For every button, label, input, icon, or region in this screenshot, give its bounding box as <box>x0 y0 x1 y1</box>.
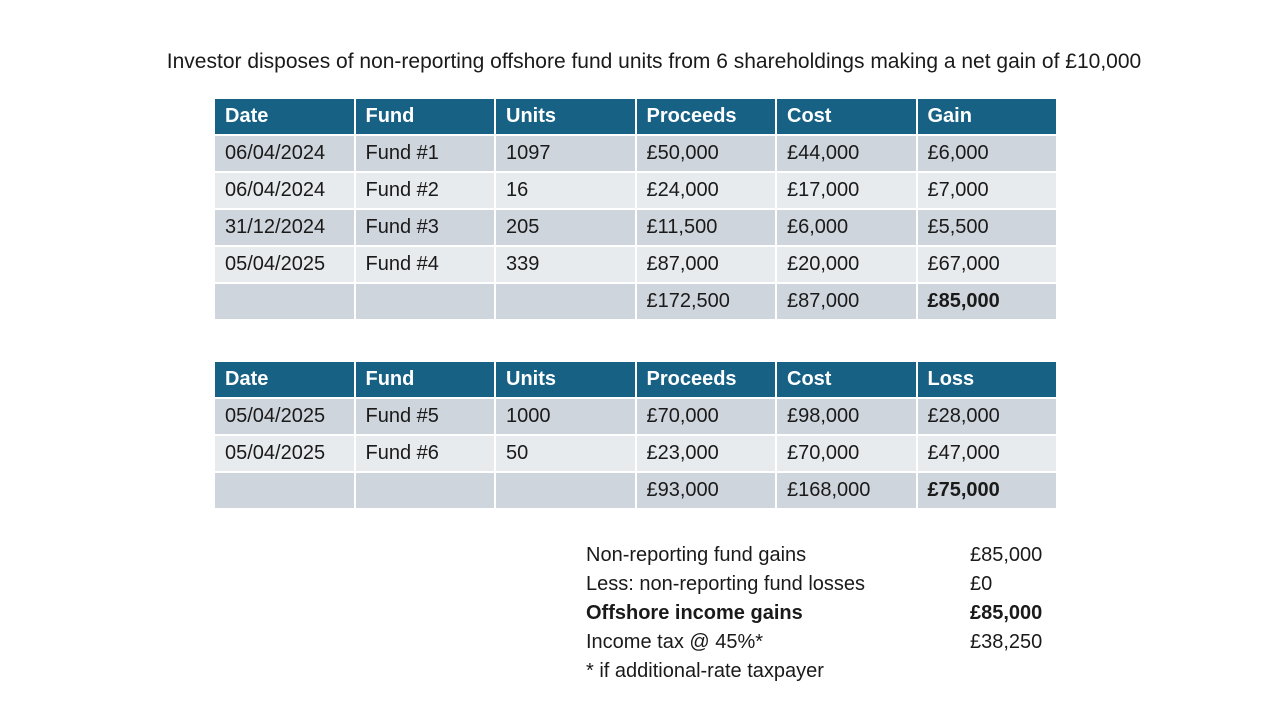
losses-total-cell <box>214 472 355 509</box>
gains-cell: Fund #4 <box>355 246 496 283</box>
losses-header-proceeds: Proceeds <box>636 361 777 398</box>
gains-table <box>213 97 1058 321</box>
gains-cell: 1097 <box>495 135 636 172</box>
summary-row-gains <box>586 541 1060 570</box>
losses-total-cell <box>355 472 496 509</box>
table-row <box>214 246 1057 283</box>
gains-cell: £6,000 <box>917 135 1058 172</box>
gains-cell: £87,000 <box>636 246 777 283</box>
losses-cell: Fund #5 <box>355 398 496 435</box>
losses-header-fund: Fund <box>355 361 496 398</box>
losses-cell: £70,000 <box>636 398 777 435</box>
gains-header-gain: Gain <box>917 98 1058 135</box>
gains-cell: 205 <box>495 209 636 246</box>
gains-cell: £5,500 <box>917 209 1058 246</box>
losses-cell: £28,000 <box>917 398 1058 435</box>
losses-cell: Fund #6 <box>355 435 496 472</box>
losses-total-loss: £75,000 <box>917 472 1058 509</box>
gains-cell: £11,500 <box>636 209 777 246</box>
gains-cell: £20,000 <box>776 246 917 283</box>
gains-cell: 31/12/2024 <box>214 209 355 246</box>
summary-value: £38,250 <box>970 631 1043 653</box>
losses-cell: 50 <box>495 435 636 472</box>
losses-cell: £47,000 <box>917 435 1058 472</box>
summary-value: £85,000 <box>970 602 1043 624</box>
gains-total-cell <box>214 283 355 320</box>
gains-cell: 16 <box>495 172 636 209</box>
losses-cell: £23,000 <box>636 435 777 472</box>
gains-header-cost: Cost <box>776 98 917 135</box>
summary-value: £85,000 <box>970 544 1043 566</box>
table-row <box>214 398 1057 435</box>
summary-label: Income tax @ 45%* <box>586 631 764 653</box>
table-row <box>214 435 1057 472</box>
summary-label: Non-reporting fund gains <box>586 544 807 566</box>
gains-cell: £50,000 <box>636 135 777 172</box>
losses-header-units: Units <box>495 361 636 398</box>
gains-cell: 05/04/2025 <box>214 246 355 283</box>
losses-total-cell <box>495 472 636 509</box>
losses-header-date: Date <box>214 361 355 398</box>
tax-summary <box>586 541 1060 686</box>
gains-cell: 339 <box>495 246 636 283</box>
gains-total-gain: £85,000 <box>917 283 1058 320</box>
gains-total-cell <box>355 283 496 320</box>
losses-cell: 05/04/2025 <box>214 435 355 472</box>
summary-row-losses <box>586 570 1060 599</box>
losses-table <box>213 360 1058 510</box>
gains-cell: £6,000 <box>776 209 917 246</box>
gains-cell: Fund #2 <box>355 172 496 209</box>
losses-header-row <box>214 361 1057 398</box>
gains-header-units: Units <box>495 98 636 135</box>
losses-cell: 1000 <box>495 398 636 435</box>
summary-footnote <box>586 657 1060 686</box>
gains-cell: £67,000 <box>917 246 1058 283</box>
gains-cell: £44,000 <box>776 135 917 172</box>
losses-cell: £98,000 <box>776 398 917 435</box>
gains-cell: £17,000 <box>776 172 917 209</box>
gains-total-cell <box>495 283 636 320</box>
losses-header-loss: Loss <box>917 361 1058 398</box>
gains-cell: £24,000 <box>636 172 777 209</box>
gains-header-proceeds: Proceeds <box>636 98 777 135</box>
losses-cell: 05/04/2025 <box>214 398 355 435</box>
gains-total-proceeds: £172,500 <box>636 283 777 320</box>
table-row <box>214 209 1057 246</box>
summary-row-income-tax <box>586 628 1060 657</box>
gains-total-cost: £87,000 <box>776 283 917 320</box>
footnote-text: * if additional-rate taxpayer <box>586 660 824 682</box>
losses-total-cost: £168,000 <box>776 472 917 509</box>
losses-total-proceeds: £93,000 <box>636 472 777 509</box>
table-row <box>214 135 1057 172</box>
slide-title: Investor disposes of non-reporting offshore fund units from 6 shareholdings making a net gain of £10,000 <box>166 50 1142 73</box>
gains-header-date: Date <box>214 98 355 135</box>
gains-cell: 06/04/2024 <box>214 135 355 172</box>
gains-header-row <box>214 98 1057 135</box>
gains-cell: £7,000 <box>917 172 1058 209</box>
gains-cell: Fund #3 <box>355 209 496 246</box>
summary-value: £0 <box>970 573 993 595</box>
gains-total-row <box>214 283 1057 320</box>
gains-cell: Fund #1 <box>355 135 496 172</box>
summary-label: Less: non-reporting fund losses <box>586 573 866 595</box>
losses-total-row <box>214 472 1057 509</box>
summary-row-offshore-income-gains <box>586 599 1060 628</box>
gains-cell: 06/04/2024 <box>214 172 355 209</box>
table-row <box>214 172 1057 209</box>
summary-label: Offshore income gains <box>586 602 803 624</box>
gains-header-fund: Fund <box>355 98 496 135</box>
losses-header-cost: Cost <box>776 361 917 398</box>
losses-cell: £70,000 <box>776 435 917 472</box>
